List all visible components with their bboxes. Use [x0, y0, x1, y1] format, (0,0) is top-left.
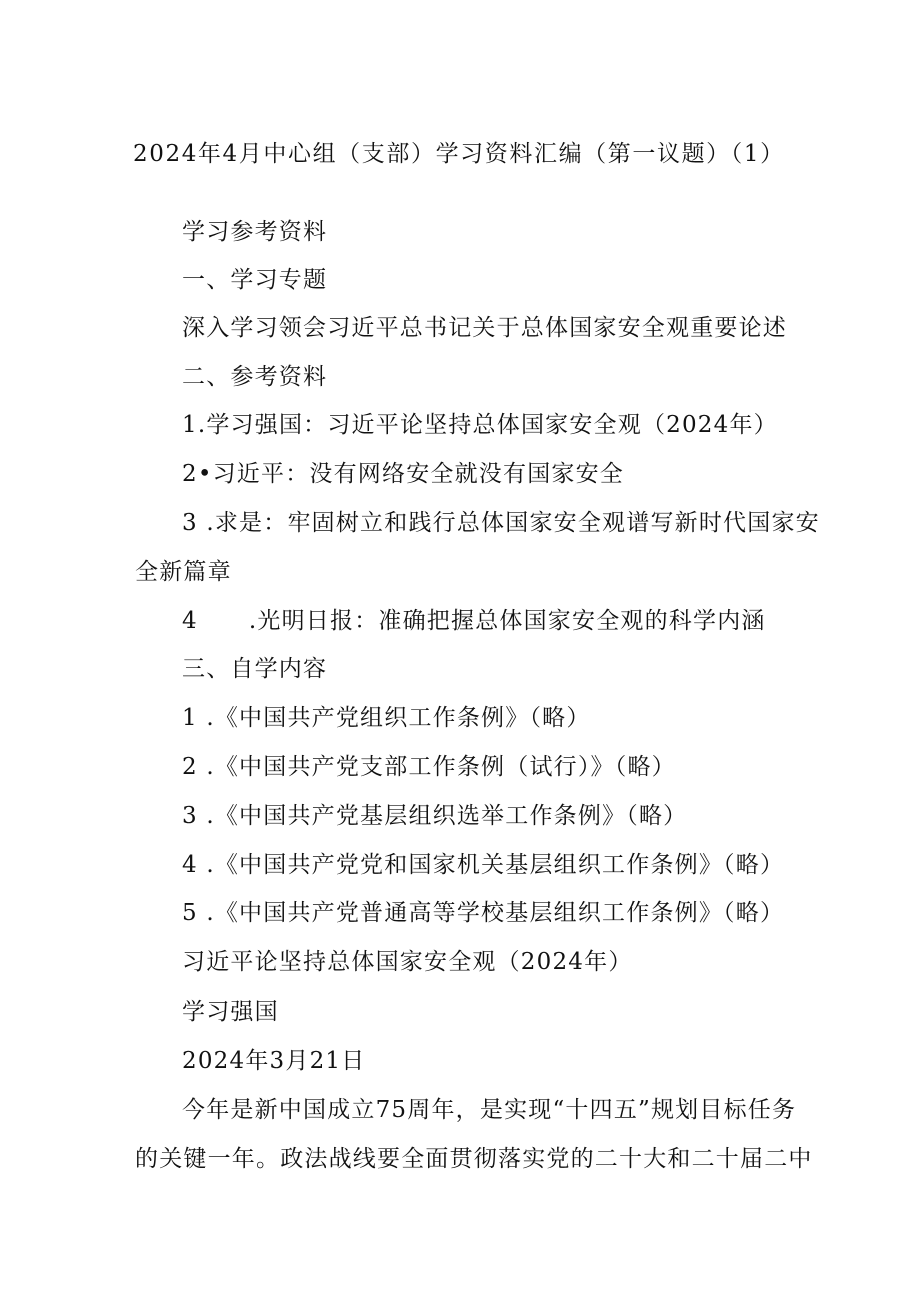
- article-title: 习近平论坚持总体国家安全观（2024年）: [182, 949, 633, 975]
- article-source: 学习强国: [182, 999, 279, 1025]
- self-study-item-2: 2 .《中国共产党支部工作条例（试行）》（略）: [182, 754, 676, 780]
- self-study-item-3: 3 .《中国共产党基层组织选举工作条例》（略）: [182, 803, 688, 829]
- section-heading-topic: 一、学习专题: [182, 267, 328, 293]
- material-item-3-continued: 全新篇章: [135, 559, 232, 585]
- self-study-item-5: 5 .《中国共产党普通高等学校基层组织工作条例》（略）: [182, 900, 785, 926]
- self-study-item-1: 1 .《中国共产党组织工作条例》（略）: [182, 705, 591, 731]
- section-heading-materials: 二、参考资料: [182, 364, 328, 390]
- material-item-3: 3 .求是：牢固树立和践行总体国家安全观谱写新时代国家安: [182, 510, 820, 536]
- article-date: 2024年3月21日: [182, 1048, 366, 1074]
- section-heading-references: 学习参考资料: [182, 219, 328, 245]
- material-item-4: 4 .光明日报：准确把握总体国家安全观的科学内涵: [182, 608, 766, 634]
- document-title: 2024年4月中心组（支部）学习资料汇编（第一议题）（1）: [133, 141, 785, 167]
- material-item-2: 2•习近平：没有网络安全就没有国家安全: [182, 461, 624, 487]
- section-heading-self-study: 三、自学内容: [182, 656, 328, 682]
- article-paragraph-line-2: 的关键一年。政法战线要全面贯彻落实党的二十大和二十届二中: [135, 1146, 813, 1172]
- topic-text: 深入学习领会习近平总书记关于总体国家安全观重要论述: [182, 315, 787, 341]
- material-item-1: 1.学习强国：习近平论坚持总体国家安全观（2024年）: [182, 412, 778, 438]
- self-study-item-4: 4 .《中国共产党党和国家机关基层组织工作条例》（略）: [182, 852, 785, 878]
- article-paragraph-line-1: 今年是新中国成立75周年，是实现“十四五”规划目标任务: [182, 1097, 797, 1123]
